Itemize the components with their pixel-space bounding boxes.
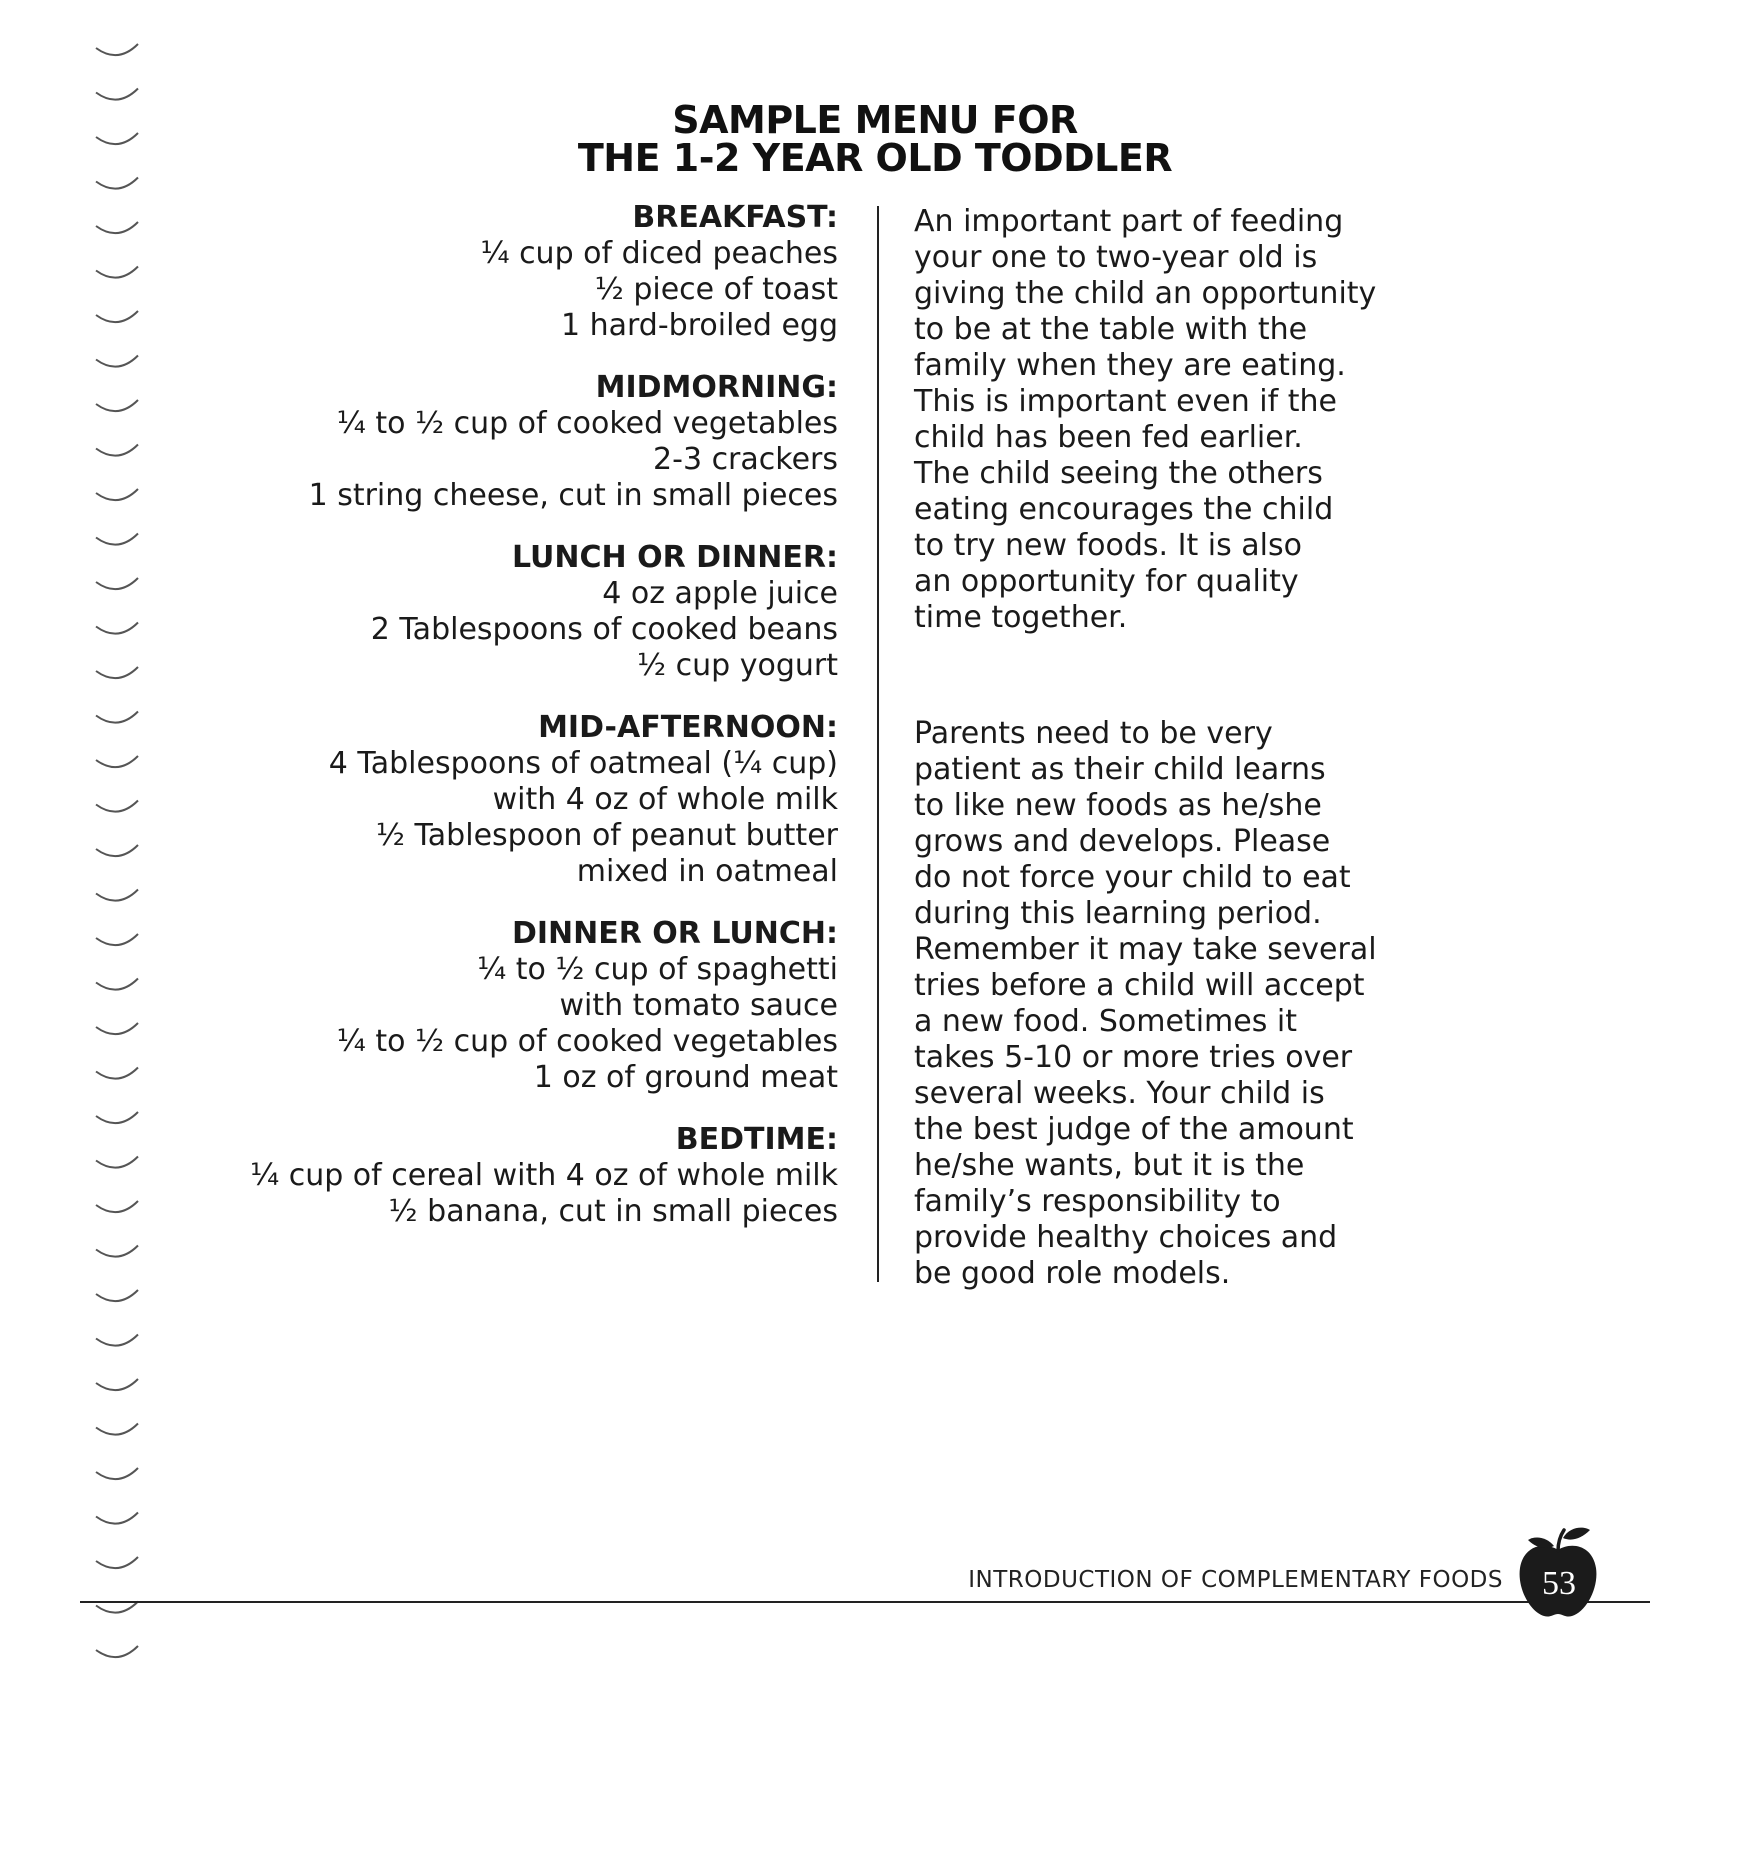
binding-hole <box>96 356 138 367</box>
menu-item: ½ banana, cut in small pieces <box>388 1194 838 1229</box>
text-line: time together. <box>914 600 1128 635</box>
menu-item: with 4 oz of whole milk <box>492 782 838 817</box>
menu-item: ¼ to ½ cup of cooked vegetables <box>336 1024 838 1059</box>
text-line: eating encourages the child <box>914 492 1334 527</box>
text-line: your one to two-year old is <box>914 240 1318 275</box>
binding-hole <box>96 178 138 189</box>
footer-section-title: INTRODUCTION OF COMPLEMENTARY FOODS <box>968 1567 1503 1593</box>
text-line: provide healthy choices and <box>914 1220 1338 1255</box>
binding-hole <box>96 934 138 945</box>
binding-hole <box>96 222 138 233</box>
menu-item: ½ cup yogurt <box>637 648 838 683</box>
paragraph-table-time <box>914 204 1384 636</box>
binding-hole <box>96 845 138 856</box>
menu-item: 1 oz of ground meat <box>533 1060 838 1095</box>
binding-hole <box>96 1513 138 1524</box>
sample-menu-list <box>138 200 838 1256</box>
binding-hole <box>96 1335 138 1346</box>
binding-hole <box>96 1290 138 1301</box>
text-line: to try new foods. It is also <box>914 528 1302 563</box>
menu-item: 1 hard-broiled egg <box>560 308 838 343</box>
menu-section-dinner-or-lunch <box>138 916 838 1096</box>
menu-section-breakfast <box>138 200 838 344</box>
page-title-line-1: SAMPLE MENU FOR <box>672 98 1078 142</box>
text-line: tries before a child will accept <box>914 968 1365 1003</box>
page-number: 53 <box>1542 1565 1576 1602</box>
text-line: during this learning period. <box>914 896 1322 931</box>
text-line: Remember it may take several <box>914 932 1377 967</box>
menu-item: ¼ cup of cereal with 4 oz of whole milk <box>250 1158 838 1193</box>
text-line: he/she wants, but it is the <box>914 1148 1305 1183</box>
text-line: This is important even if the <box>914 384 1337 419</box>
page-title-line-2: THE 1-2 YEAR OLD TODDLER <box>577 136 1173 180</box>
binding-hole <box>96 1068 138 1079</box>
text-line: giving the child an opportunity <box>914 276 1377 311</box>
menu-section-bedtime <box>138 1122 838 1230</box>
menu-heading: MIDMORNING: <box>595 370 838 405</box>
binding-hole <box>96 623 138 634</box>
menu-heading: BEDTIME: <box>675 1122 838 1157</box>
binding-hole <box>96 979 138 990</box>
text-line: The child seeing the others <box>914 456 1323 491</box>
binding-hole <box>96 1379 138 1390</box>
menu-section-midmorning <box>138 370 838 514</box>
menu-item: ½ piece of toast <box>594 272 838 307</box>
binding-hole <box>96 712 138 723</box>
binding-hole <box>96 445 138 456</box>
binding-hole <box>96 534 138 545</box>
column-divider <box>877 206 879 1282</box>
text-line: Parents need to be very <box>914 716 1273 751</box>
binding-hole <box>96 756 138 767</box>
binding-hole <box>96 1023 138 1034</box>
text-line: be good role models. <box>914 1256 1231 1291</box>
binding-hole <box>96 578 138 589</box>
binding-hole <box>96 1424 138 1435</box>
text-line: a new food. Sometimes it <box>914 1004 1297 1039</box>
menu-heading: BREAKFAST: <box>632 200 838 235</box>
text-line: grows and develops. Please <box>914 824 1331 859</box>
text-line: an opportunity for quality <box>914 564 1299 599</box>
binding-hole <box>96 89 138 100</box>
guidance-text <box>914 204 1384 1292</box>
text-line: to be at the table with the <box>914 312 1308 347</box>
text-line: child has been fed earlier. <box>914 420 1303 455</box>
menu-heading: DINNER OR LUNCH: <box>511 916 838 951</box>
menu-item: with tomato sauce <box>559 988 838 1023</box>
menu-item: ½ Tablespoon of peanut butter <box>375 818 838 853</box>
text-line: patient as their child learns <box>914 752 1326 787</box>
binding-hole <box>96 1646 138 1657</box>
binding-hole <box>96 267 138 278</box>
text-line: takes 5-10 or more tries over <box>914 1040 1353 1075</box>
binding-hole <box>96 1602 138 1613</box>
binding-hole <box>96 1468 138 1479</box>
binding-hole <box>96 133 138 144</box>
menu-section-mid-afternoon <box>138 710 838 890</box>
binding-hole <box>96 311 138 322</box>
binding-hole <box>96 400 138 411</box>
menu-item: 4 oz apple juice <box>602 576 838 611</box>
binding-hole <box>96 489 138 500</box>
menu-item: 1 string cheese, cut in small pieces <box>308 478 838 513</box>
binding-hole <box>96 1112 138 1123</box>
text-line: family’s responsibility to <box>914 1184 1281 1219</box>
menu-item: ¼ to ½ cup of spaghetti <box>477 952 838 987</box>
text-line: family when they are eating. <box>914 348 1346 383</box>
binding-hole <box>96 667 138 678</box>
binding-hole <box>96 890 138 901</box>
text-line: do not force your child to eat <box>914 860 1351 895</box>
menu-item: mixed in oatmeal <box>576 854 838 889</box>
menu-section-lunch-or-dinner <box>138 540 838 684</box>
text-line: several weeks. Your child is <box>914 1076 1325 1111</box>
binding-hole <box>96 1157 138 1168</box>
text-line: An important part of feeding <box>914 204 1344 239</box>
binding-hole <box>96 1557 138 1568</box>
binding-hole <box>96 1201 138 1212</box>
menu-item: 2-3 crackers <box>653 442 838 477</box>
footer-rule <box>80 1601 1650 1603</box>
menu-item: 4 Tablespoons of oatmeal (¼ cup) <box>328 746 838 781</box>
menu-item: ¼ to ½ cup of cooked vegetables <box>336 406 838 441</box>
menu-heading: MID-AFTERNOON: <box>538 710 838 745</box>
binding-hole <box>96 1246 138 1257</box>
paragraph-patience <box>914 716 1384 1292</box>
apple-icon <box>1508 1524 1608 1624</box>
binding-hole <box>96 44 138 55</box>
menu-item: 2 Tablespoons of cooked beans <box>370 612 838 647</box>
text-line: the best judge of the amount <box>914 1112 1354 1147</box>
menu-item: ¼ cup of diced peaches <box>480 236 838 271</box>
binding-hole <box>96 801 138 812</box>
menu-heading: LUNCH OR DINNER: <box>511 540 838 575</box>
text-line: to like new foods as he/she <box>914 788 1322 823</box>
